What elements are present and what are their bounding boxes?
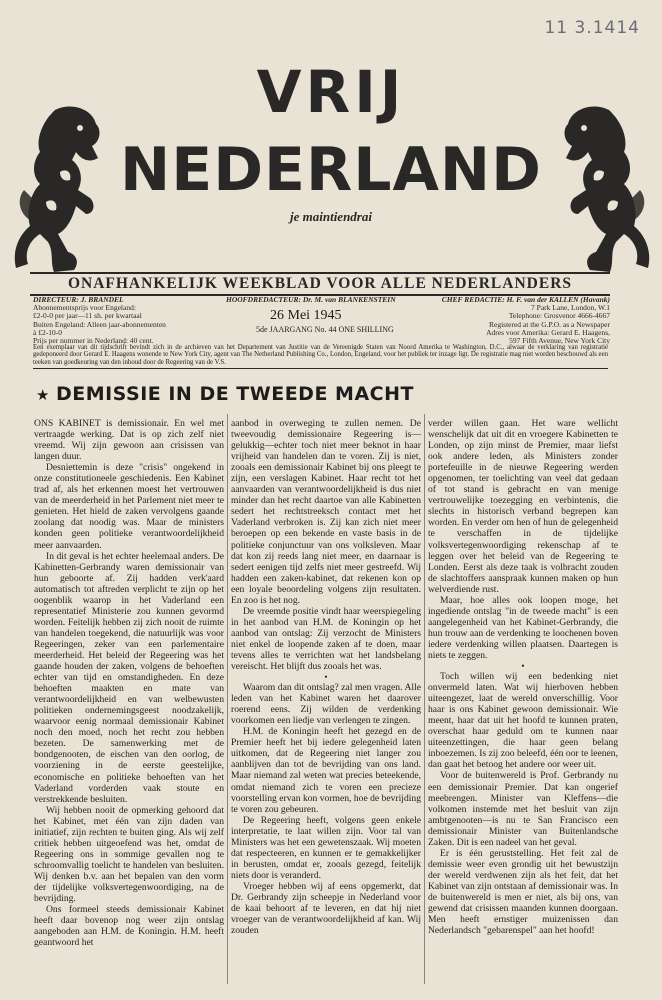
- paragraph: Er is één geruststelling. Het feit zal de demissie weer even grondig uit het bewustzijn der wereld verdwenen zijn als het feit, dat het Kabinet van zijn ontstaan af demissionair was. In de buitenwereld is men er niet, als bij ons, van gewend dat crisissen maanden kunnen doorgaan. Men heeft ernstiger muizenissen dan Nederlandsch "gebarenspel" aan het hoofd!: [428, 847, 618, 937]
- staff-line: Buiten Engeland: Alleen jaar-abonnementen: [33, 319, 166, 329]
- article-headline: [36, 383, 414, 405]
- staff-line: à £2-10-0: [33, 327, 62, 337]
- right-lion-emblem: [554, 102, 654, 282]
- paragraph: Wij hebben nooit de opmerking gehoord dat het Kabinet, met één van zijn daden van initiatief, zijn rechten te buiten ging. Als wij zelf critiek hebben uitgeoefend was het, omdat de Regeering ons in sommige gevallen nog te schroomvallig toelicht te handelen van besluiten. Wij denken b.v. aan het bepalen van den vorm der tijdelijke volksvertegenwoordiging, na de bevrijding.: [34, 804, 224, 905]
- column-divider: [424, 414, 425, 984]
- paragraph: H.M. de Koningin heeft het gezegd en de Premier heeft het bij iedere gelegenheid laten uitkomen, dat de Regeering niet langer zou aanblijven dan tot de bevrijding van ons land. Maar niemand zal weten wat precies beteekende, omdat niemand zich te voren een precieze voorstelling ervan kon vormen, hoe de bevrijding te voren zou gebeuren.: [231, 726, 421, 815]
- issue-volume: 5de JAARGANG No. 44 ONE SHILLING: [256, 325, 394, 334]
- staff-left-block: [33, 296, 223, 345]
- staff-line: Abonnementsprijs voor Engeland:: [33, 303, 136, 313]
- staff-chief-editorial: CHEF REDACTIE: H. F. van der KALLEN (Havank): [441, 295, 610, 304]
- staff-director: DIRECTEUR: J. BRANDEL: [33, 295, 124, 304]
- section-separator: •: [521, 661, 525, 672]
- paragraph: verder willen gaan. Het ware wellicht wenschelijk dat uit dit en vroegere Kabinetten te Londen, op zijn minst de Premier, maar liefst ook andere leden, als Ministers zonder portefeuille in de nieuwe Regeering werden opgenomen, ter toelichting van veel dat gedaan of tot stand is gebracht en van menige vertrouwelijke toezegging en verbintenis, die slechts in historisch verband begrepen kan worden. En verder om hen of hun de gelegenheid te verschaffen in de tijdelijke volksvertegenwoordiging rekenschap af te leggen over het beleid van de Regeering te Londen. Eerst als deze taak is volbracht zouden de slachtoffers aanspraak kunnen maken op hun welverdiende rust.: [428, 418, 618, 595]
- masthead-title-vrij: VRIJ: [256, 58, 406, 126]
- paragraph: aanbod in overweging te zullen nemen. De tweevoudig demissionaire Regeering is—gelukkig—echter toch niet meer beknot in haar vrijheid van handelen dan te voren. Zij is niet, zooals een demissionair Kabinet bij ons pleegt te zijn, een verslagen Kabinet. Haar recht tot het aanvaarden van verantwoordelijkheid is dus niet minder dan het recht daartoe van alle Kabinetten sedert het rechtstreeksch contact met het Vaderland verbroken is. Zij kan zich niet meer beroepen op een bekende en vaste basis in de politieke conjunctuur van ons volksleven. Maar dat kon zij reeds lang niet meer, en daarnaar is sedert eenigen tijd zelfs niet meer gestreefd. Wij hadden een zaken-kabinet, dat rekenen kon op een loyale beoordeling volgens zijn resultaten. En zoo is het nog.: [231, 418, 421, 606]
- staff-line: £2-0-0 per jaar—11 sh. per kwartaal: [33, 311, 142, 321]
- paragraph: Toch willen wij een bedenking niet onvermeld laten. Wat wij hierboven hebben uiteengezet, laat de wereld onverschillig. Voor haar is ons Kabinet gewoon demissionair. Wie meent, haar dat uit het hoofd te kunnen praten, overschat haar geduld om te kunnen naar uiteenzettingen, die haar geen belang inboezemen. Is zij zoo beleefd, één oor te leenen, dan gaat het betoog het andere oor weer uit.: [428, 671, 618, 771]
- masthead-subtitle: ONAFHANKELIJK WEEKBLAD VOOR ALLE NEDERLANDERS: [30, 272, 610, 296]
- paragraph: Waarom dan dit ontslag? zal men vragen. Alle leden van het Kabinet waren het daarover roerend eens. Zij wilden de verdenking voorkomen een liedje van verlengen te zingen.: [231, 682, 421, 727]
- headline-text: DEMISSIE IN DE TWEEDE MACHT: [55, 383, 414, 405]
- registration-notice: Een exemplaar van dit tijdschrift bevindt zich in de archieven van het Departement van Justitie van de Vereenigde Staten van Noord Amerika te Washington, D.C., alwaar de verklaring van registratie gedeponeerd door Gerard E. Haagens wonende te New York City, agent van The Netherland Publishing Co., London, Engeland, voor het publiek ter inzage ligt. De registratie mag niet worden beschouwd als een teeken van goedkeuring van den inhoud door de Regeering van de V.S.: [33, 344, 608, 369]
- paragraph: De vreemde positie vindt haar weerspiegeling in het aanbod van H.M. de Koningin op het aanbod van ontslag: Zij verzocht de Ministers niet enkel de loopende zaken af te doen, maar tevens alles te verrichten wat het landsbelang vereischt. Het blijft dus zooals het was.: [231, 605, 421, 673]
- article-column-2: [231, 418, 421, 936]
- staff-right-block: [440, 296, 610, 345]
- paragraph: De Regeering heeft, volgens geen enkele interpretatie, te laat willen zijn. Voor tal van Ministers was het een gewetenszaak. Wij moeten dat respecteeren, en kunnen er te gemakkelijker in berusten, omdat er, zooals gezegd, feitelijk niets door is veranderd.: [231, 814, 421, 881]
- masthead-motto: je maintiendrai: [290, 209, 372, 224]
- issue-date: 26 Mei 1945: [270, 308, 342, 323]
- staff-line: 7 Park Lane, London, W.1: [531, 303, 610, 313]
- article-column-1: [34, 418, 224, 948]
- paragraph: Vroeger hebben wij af eens opgemerkt, dat Dr. Gerbrandy zijn scheepje in Nederland voor de kaai behoort af te leveren, en dat hij niet vroeger van de verantwoordelijkheid af kan. Wij zouden: [231, 880, 421, 937]
- staff-line: 597 Fifth Avenue, New York City: [509, 336, 610, 346]
- paragraph: Voor de buitenwereld is Prof. Gerbrandy nu een demissionair Premier. Dat kan ongerief meebrengen. Minister van Kleffens—die volkomen instemde met het besluit van zijn ambtgenooten—is nu te San Francisco een demissionair Minister van Buitenlandsche Zaken. Dit is een nadeel van het geval.: [428, 770, 618, 848]
- paragraph: Maar, hoe alles ook loopen moge, het ingediende ontslag "in de tweede macht" is een aangelegenheid van het Kabinet-Gerbrandy, die hun trouw aan de verdenking te loochenen boven iedere verdenking willen plaatsen. Daartegen is niets te zeggen.: [428, 594, 618, 661]
- paragraph: ONS KABINET is demissionair. En wel met vertraagde werking. Dat is op zich zelf niet vreemd. Wij zijn gewoon aan crisissen van langen duur.: [34, 418, 224, 463]
- star-icon: ★: [36, 386, 50, 404]
- archive-handwritten-mark: 11 3.1414: [544, 18, 640, 38]
- article-column-3: [428, 418, 618, 936]
- staff-line: Prijs per nummer in Nederland: 40 cent.: [33, 336, 154, 346]
- paragraph: In dit geval is het echter heelemaal anders. De Kabinetten-Gerbrandy waren demissionair van hun geboorte af. Zij hadden verk'aard automatisch tot aftreden verplicht te zijn op het oogenblik waarop in het Vaderland een representatief Ministerie zou kunnen gevormd worden. Feitelijk hebben zij zich nooit de ruimte van handelen toegekend, die natuurlijk was voor Regeeringen, zeker van een parlementaire meerderheid. Het beleid der Regeering was het gaande houden der zaken, volgens de behoeften echter van tijd en omstandigheden. En deze behoeften maakten en mate van verantwoordelijkheid en van welbewusten politieken ondernemingsgeest noodzakelijk, waarvoor eenig normaal demissionair Kabinet noch den moed, noch het recht zou hebben bezeten. De samenwerking met de bondgenooten, de eischen van den oorlog, de voorziening in de eerste geestelijke, economische en politieke behoeften van het Vaderland vorderden vaak stoute en verstrekkende besluiten.: [34, 550, 224, 805]
- staff-line: Telephone: Grosvenor 4666-4667: [508, 311, 610, 321]
- section-separator: •: [324, 672, 328, 683]
- masthead-title-nederland: NEDERLAND: [120, 135, 542, 205]
- staff-line: Registered at the G.P.O. as a Newspaper: [488, 319, 610, 329]
- paragraph: Ons formeel steeds demissionair Kabinet heeft daar bovenop nog weer zijn ontslag aangeboden aan H.M. de Koningin. H.M. heeft geantwoord het: [34, 904, 224, 949]
- paragraph: Desniettemin is deze "crisis" ongekend in onze constitutioneele geschiedenis. Een Kabinet trad af, als het erkennen moest het vertrouwen van de meerderheid in het Parlement niet meer te genieten. Het hield de zaken vervolgens gaande zoolang dat noodig was. Maar de ministers konden geen politieke verantwoordelijkheid meer aanvaarden.: [34, 462, 224, 551]
- column-divider: [227, 414, 228, 984]
- staff-line: Adres voor Amerika: Gerard E. Haagens,: [486, 327, 610, 337]
- staff-editor-in-chief: HOOFDREDACTEUR: Dr. M. van BLANKENSTEIN: [226, 295, 396, 304]
- left-lion-emblem: [10, 102, 110, 282]
- masthead: [0, 58, 662, 268]
